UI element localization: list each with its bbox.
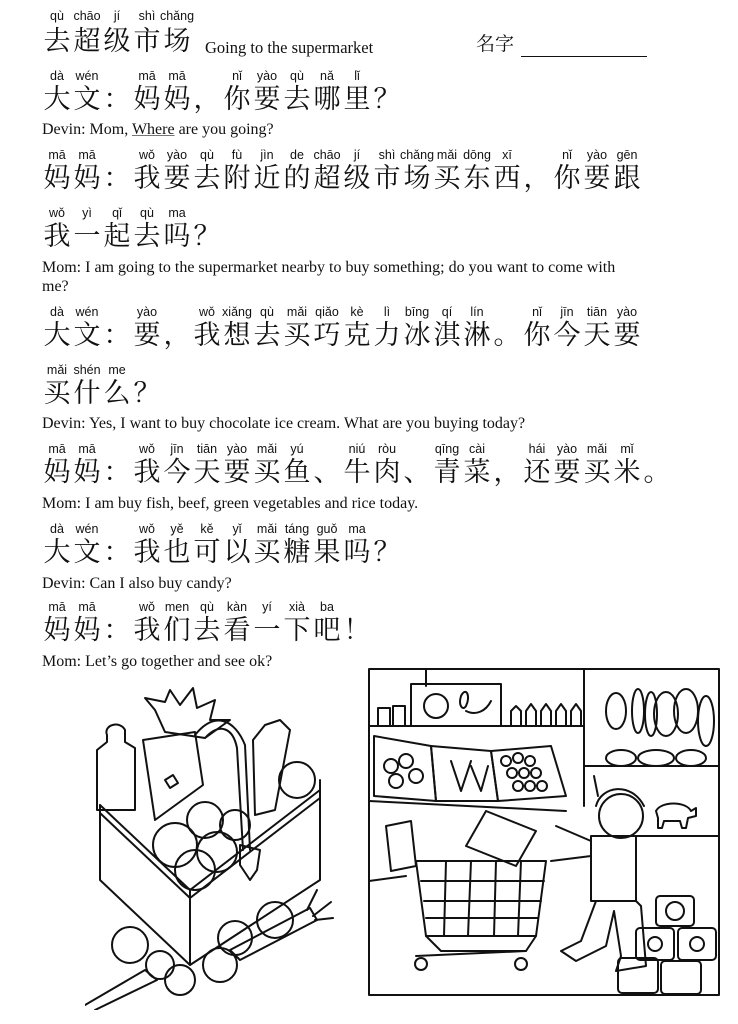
pinyin-syllable: qù <box>200 600 214 614</box>
pinyin-syllable: chǎng <box>399 148 435 162</box>
pinyin-syllable: dà <box>50 305 64 319</box>
pinyin-syllable: tiān <box>196 442 218 456</box>
can-icon <box>656 896 694 926</box>
pinyin-syllable: qiǎo <box>315 305 339 319</box>
dialogue-0-english: Devin: Mom, Where are you going? <box>42 121 274 138</box>
chinese-character: 去 <box>193 163 221 194</box>
pinyin-syllable: chǎng <box>159 9 195 23</box>
pinyin-syllable: kě <box>200 522 214 536</box>
chinese-character: 我 <box>43 221 71 252</box>
pinyin-syllable: mǎi <box>256 442 278 456</box>
pinyin-syllable: cài <box>469 442 485 456</box>
chinese-character: ： <box>103 84 131 115</box>
title-pinyin <box>42 9 195 23</box>
pinyin-syllable: mǐ <box>620 442 634 456</box>
chinese-character: 西 <box>493 163 521 194</box>
chinese-character: 去 <box>133 221 161 252</box>
chinese-character: 下 <box>283 615 311 646</box>
chinese-character: 巧 <box>313 320 341 351</box>
chinese-character: 肉 <box>373 457 401 488</box>
chinese-character: 淋 <box>463 320 491 351</box>
chinese-character: 么 <box>103 378 131 409</box>
bottle-icon <box>97 725 135 810</box>
chinese-character: 买 <box>433 163 461 194</box>
pinyin-syllable: mǎi <box>436 148 458 162</box>
pinyin-syllable: me <box>108 363 126 377</box>
chinese-character: 买 <box>583 457 611 488</box>
chinese-character: 还 <box>523 457 551 488</box>
dialogue-4-line-0-pinyin <box>42 522 402 536</box>
chinese-character: 附 <box>223 163 251 194</box>
pinyin-syllable: jìn <box>260 148 274 162</box>
chinese-character: 你 <box>553 163 581 194</box>
chinese-character: 级 <box>103 26 131 57</box>
pinyin-syllable: jīn <box>170 442 184 456</box>
pinyin-syllable: qí <box>441 305 453 319</box>
chinese-character: ， <box>493 457 521 488</box>
chinese-character: 力 <box>373 320 401 351</box>
dialogue-1-english-line-1: Mom: I am going to the supermarket nearby to buy something; do you want to come with <box>42 259 616 276</box>
pinyin-syllable: jí <box>353 148 361 162</box>
chinese-character: ： <box>103 615 131 646</box>
chinese-character: ？ <box>373 537 401 568</box>
pinyin-syllable: fù <box>231 148 243 162</box>
chinese-character: 妈 <box>43 457 71 488</box>
pineapple-icon <box>451 761 488 791</box>
pinyin-syllable: lín <box>470 305 484 319</box>
dialogue-1-english-line-2: me? <box>42 278 69 295</box>
name-input-line[interactable] <box>521 40 647 57</box>
chinese-character: 你 <box>523 320 551 351</box>
boy-shirt-icon <box>591 836 636 901</box>
pinyin-syllable: yì <box>82 206 92 220</box>
pinyin-syllable: shén <box>73 363 101 377</box>
pinyin-syllable: mā <box>78 442 96 456</box>
pinyin-syllable: ròu <box>377 442 397 456</box>
pinyin-syllable: wǒ <box>139 522 155 536</box>
dialogue-3-line-0-chinese <box>42 456 672 490</box>
dialogue-3-english: Mom: I am buy fish, beef, green vegetables and rice today. <box>42 495 419 512</box>
pinyin-syllable: mǎi <box>286 305 308 319</box>
dialogue-1-line-0-chinese <box>42 162 642 196</box>
chinese-character: 文 <box>73 537 101 568</box>
pinyin-syllable: bīng <box>404 305 430 319</box>
dialogue-0-line-0-chinese <box>42 83 402 117</box>
cucumber-icon <box>85 970 157 1010</box>
chinese-character: 吧 <box>313 615 341 646</box>
chinese-character: 大 <box>43 320 71 351</box>
pinyin-syllable: mā <box>48 148 66 162</box>
chinese-character: 今 <box>553 320 581 351</box>
chinese-character: 买 <box>43 378 71 409</box>
chinese-character: 要 <box>163 163 191 194</box>
pinyin-syllable: niú <box>348 442 366 456</box>
pinyin-syllable: de <box>290 148 304 162</box>
chinese-character: ， <box>163 320 191 351</box>
pinyin-syllable: nǎ <box>320 69 334 83</box>
pinyin-syllable: yào <box>256 69 278 83</box>
pinyin-syllable: hái <box>528 442 546 456</box>
chinese-character: 级 <box>343 163 371 194</box>
chinese-character: 要 <box>553 457 581 488</box>
chinese-character: 去 <box>253 320 281 351</box>
pinyin-syllable: dà <box>50 69 64 83</box>
chinese-character: 也 <box>163 537 191 568</box>
chinese-character: ， <box>523 163 551 194</box>
pinyin-syllable: chāo <box>73 9 101 23</box>
pinyin-syllable: wǒ <box>139 148 155 162</box>
chinese-character: ！ <box>343 615 371 646</box>
dialogue-1-line-1-chinese <box>42 220 222 254</box>
chinese-character: 场 <box>403 163 431 194</box>
chinese-character: ： <box>103 320 131 351</box>
pinyin-syllable: mā <box>78 600 96 614</box>
pig-icon <box>656 804 696 829</box>
chinese-character: 吗 <box>163 221 191 252</box>
chinese-character: 东 <box>463 163 491 194</box>
pinyin-syllable: kàn <box>226 600 248 614</box>
chinese-character: 看 <box>223 615 251 646</box>
chinese-character: 们 <box>163 615 191 646</box>
chinese-character: 。 <box>643 457 671 488</box>
chinese-character: ？ <box>373 84 401 115</box>
pinyin-syllable: wǒ <box>199 305 215 319</box>
boy-head-icon <box>599 794 643 838</box>
chinese-character: 跟 <box>613 163 641 194</box>
pinyin-syllable: qǐ <box>112 206 122 220</box>
pinyin-syllable: gēn <box>616 148 638 162</box>
dialogue-2-english: Devin: Yes, I want to buy chocolate ice cream. What are you buying today? <box>42 415 526 432</box>
chinese-character: 大 <box>43 537 71 568</box>
pinyin-syllable: mā <box>48 600 66 614</box>
name-label: 名字 <box>476 33 515 55</box>
chinese-character: 妈 <box>43 163 71 194</box>
chinese-character: 、 <box>313 457 341 488</box>
chinese-character: 去 <box>43 26 71 57</box>
chinese-character: 我 <box>133 537 161 568</box>
pinyin-syllable: wǒ <box>49 206 65 220</box>
pinyin-syllable: ma <box>168 206 186 220</box>
pinyin-syllable: yào <box>226 442 248 456</box>
chinese-character: 哪 <box>313 84 341 115</box>
pinyin-syllable: guǒ <box>316 522 338 536</box>
chinese-character: 去 <box>283 84 311 115</box>
pinyin-syllable: mā <box>78 148 96 162</box>
pinyin-syllable: ma <box>348 522 366 536</box>
pinyin-syllable: xià <box>289 600 305 614</box>
pinyin-syllable: dōng <box>463 148 491 162</box>
pinyin-syllable: wén <box>75 69 99 83</box>
chinese-character: 以 <box>223 537 251 568</box>
chinese-character: 市 <box>133 26 161 57</box>
chinese-character: 要 <box>583 163 611 194</box>
chinese-character: 妈 <box>73 615 101 646</box>
pinyin-syllable: nǐ <box>232 69 242 83</box>
pinyin-syllable: yí <box>262 600 272 614</box>
chinese-character: 大 <box>43 84 71 115</box>
chinese-character: 果 <box>313 537 341 568</box>
pinyin-syllable: mǎi <box>256 522 278 536</box>
pinyin-syllable: kè <box>350 305 364 319</box>
chinese-character: 妈 <box>133 84 161 115</box>
chinese-character: 、 <box>403 457 431 488</box>
chinese-character: 买 <box>283 320 311 351</box>
chinese-character: ？ <box>133 378 161 409</box>
pinyin-syllable: wén <box>75 305 99 319</box>
pinyin-syllable: mā <box>168 69 186 83</box>
chinese-character: 菜 <box>463 457 491 488</box>
pinyin-syllable: qù <box>260 305 274 319</box>
spellcheck-underlined-word: Where <box>131 121 175 138</box>
pinyin-syllable: yào <box>616 305 638 319</box>
pinyin-syllable: dà <box>50 522 64 536</box>
shopping-cart-icon <box>416 861 546 936</box>
pinyin-syllable: mǎi <box>586 442 608 456</box>
title-chinese <box>42 25 192 59</box>
chinese-character: 里 <box>343 84 371 115</box>
chinese-character: 糖 <box>283 537 311 568</box>
dialogue-3-line-0-pinyin <box>42 442 672 456</box>
dialogue-1-line-1-pinyin <box>42 206 222 220</box>
chinese-character: ： <box>103 457 131 488</box>
dialogue-1-line-0-pinyin <box>42 148 642 162</box>
dialogue-4-english: Devin: Can I also buy candy? <box>42 575 232 592</box>
chinese-character: 妈 <box>43 615 71 646</box>
pinyin-syllable: yào <box>136 305 158 319</box>
chinese-character: 去 <box>193 615 221 646</box>
chinese-character: 青 <box>433 457 461 488</box>
chinese-character: 近 <box>253 163 281 194</box>
pinyin-syllable: jí <box>113 9 121 23</box>
pinyin-syllable: qù <box>200 148 214 162</box>
chinese-character: 的 <box>283 163 311 194</box>
dialogue-4-line-0-chinese <box>42 536 402 570</box>
chinese-character: 要 <box>223 457 251 488</box>
chinese-character: 。 <box>493 320 521 351</box>
chinese-character: 妈 <box>73 163 101 194</box>
dialogue-2-line-0-chinese <box>42 319 642 353</box>
pinyin-syllable: jīn <box>560 305 574 319</box>
pinyin-syllable: mǎi <box>46 363 68 377</box>
pinyin-syllable: yú <box>290 442 304 456</box>
ice-cream-box-icon <box>466 811 536 866</box>
chinese-character: 妈 <box>73 457 101 488</box>
pinyin-syllable: táng <box>284 522 310 536</box>
chinese-character: 妈 <box>163 84 191 115</box>
chinese-character: 可 <box>193 537 221 568</box>
chinese-character: 你 <box>223 84 251 115</box>
chinese-character: 想 <box>223 320 251 351</box>
chinese-character: 买 <box>253 537 281 568</box>
pinyin-syllable: wǒ <box>139 600 155 614</box>
chinese-character: 牛 <box>343 457 371 488</box>
dialogue-5-english: Mom: Let’s go together and see ok? <box>42 653 273 670</box>
dialogue-0-line-0-pinyin <box>42 69 402 83</box>
pinyin-syllable: yǐ <box>232 522 242 536</box>
chinese-character: 今 <box>163 457 191 488</box>
pinyin-syllable: ba <box>320 600 334 614</box>
pinyin-syllable: lǐ <box>354 69 360 83</box>
chinese-character: 天 <box>583 320 611 351</box>
grocery-basket-illustration <box>85 680 355 1010</box>
chinese-character: 超 <box>313 163 341 194</box>
chinese-character: 鱼 <box>283 457 311 488</box>
chinese-character: 文 <box>73 84 101 115</box>
pinyin-syllable: xī <box>502 148 512 162</box>
pinyin-syllable: men <box>164 600 190 614</box>
pinyin-syllable: shì <box>138 9 156 23</box>
chinese-character: 一 <box>73 221 101 252</box>
pinyin-syllable: mā <box>48 442 66 456</box>
chinese-character: 场 <box>163 26 191 57</box>
dialogue-2-line-1-pinyin <box>42 363 162 377</box>
chinese-character: ， <box>193 84 221 115</box>
pinyin-syllable: xiǎng <box>222 305 252 319</box>
chinese-character: 淇 <box>433 320 461 351</box>
chinese-character: 我 <box>193 320 221 351</box>
chinese-character: 米 <box>613 457 641 488</box>
chinese-character: 要 <box>133 320 161 351</box>
pinyin-syllable: yào <box>586 148 608 162</box>
chinese-character: 克 <box>343 320 371 351</box>
chinese-character: 市 <box>373 163 401 194</box>
pinyin-syllable: wén <box>75 522 99 536</box>
chinese-character: 我 <box>133 163 161 194</box>
chinese-character: 吗 <box>343 537 371 568</box>
pinyin-syllable: nǐ <box>532 305 542 319</box>
chinese-character: 买 <box>253 457 281 488</box>
chinese-character: ： <box>103 537 131 568</box>
chinese-character: 我 <box>133 457 161 488</box>
chinese-character: 天 <box>193 457 221 488</box>
chinese-character: 超 <box>73 26 101 57</box>
pinyin-syllable: wǒ <box>139 442 155 456</box>
pinyin-syllable: mā <box>138 69 156 83</box>
leafy-greens-icon <box>145 688 230 738</box>
chinese-character: 文 <box>73 320 101 351</box>
pinyin-syllable: yào <box>166 148 188 162</box>
pinyin-syllable: nǐ <box>562 148 572 162</box>
chinese-character: 起 <box>103 221 131 252</box>
pinyin-syllable: qù <box>50 9 64 23</box>
dialogue-5-line-0-pinyin <box>42 600 372 614</box>
pinyin-syllable: qīng <box>434 442 460 456</box>
dialogue-2-line-1-chinese <box>42 377 162 411</box>
chinese-character: 要 <box>253 84 281 115</box>
boy-arms-icon <box>551 826 591 861</box>
pinyin-syllable: chāo <box>313 148 341 162</box>
chinese-character: 一 <box>253 615 281 646</box>
pinyin-syllable: qù <box>290 69 304 83</box>
pinyin-syllable: shì <box>378 148 396 162</box>
title-english: Going to the supermarket <box>205 38 374 57</box>
pinyin-syllable: yào <box>556 442 578 456</box>
dialogue-2-line-0-pinyin <box>42 305 642 319</box>
pinyin-syllable: tiān <box>586 305 608 319</box>
chinese-character: ： <box>103 163 131 194</box>
chinese-character: 冰 <box>403 320 431 351</box>
chinese-character: 我 <box>133 615 161 646</box>
supermarket-scene-illustration <box>366 666 722 998</box>
pinyin-syllable: lì <box>383 305 391 319</box>
pinyin-syllable: qù <box>140 206 154 220</box>
chinese-character: 什 <box>73 378 101 409</box>
chinese-character: 要 <box>613 320 641 351</box>
chinese-character: ？ <box>193 221 221 252</box>
dialogue-5-line-0-chinese <box>42 614 372 648</box>
pinyin-syllable: yě <box>170 522 184 536</box>
